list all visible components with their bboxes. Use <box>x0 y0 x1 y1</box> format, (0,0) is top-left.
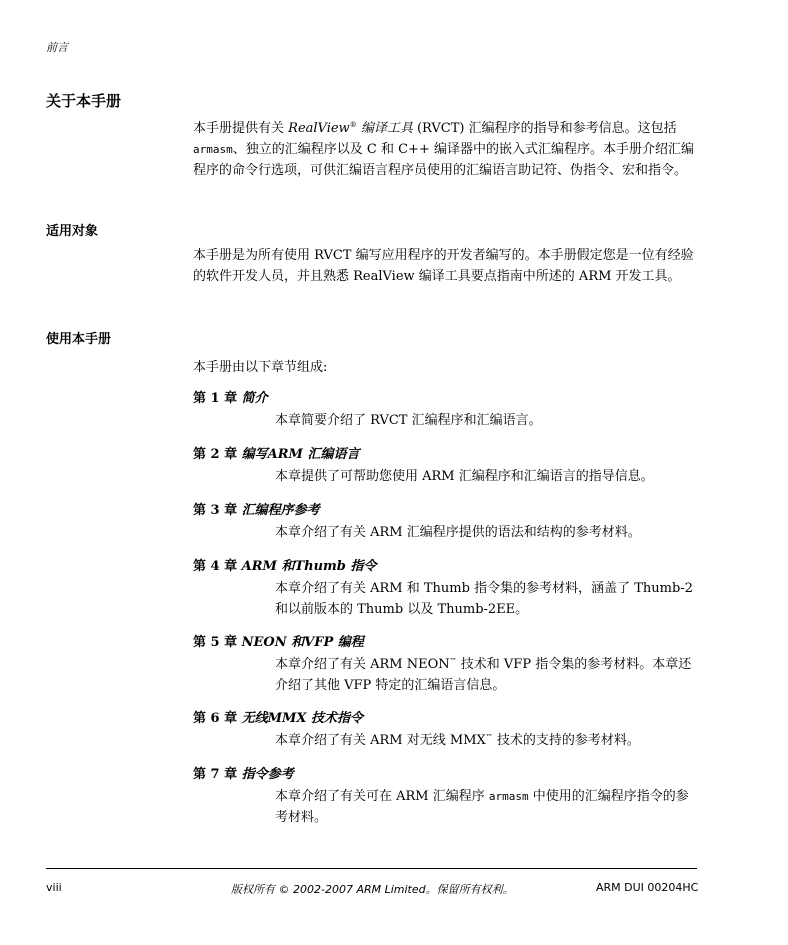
copyright-notice: 版权所有 © 2002-2007 ARM Limited。保留所有权利。 <box>231 883 514 896</box>
about-paragraph: 本手册提供有关 RealView® 编译工具 (RVCT) 汇编程序的指导和参考信息。这包括armasm、独立的汇编程序以及 C 和 C++ 编译器中的嵌入式汇编程序。本手册介绍汇编程序的命令行选项，可供汇编语言程序员使用的汇编语言助记符、伪指令、宏和指令。 <box>193 121 694 178</box>
chapter-4-title: 第 4 章 ARM 和Thumb 指令 <box>193 559 377 574</box>
section-title-about: 关于本手册 <box>46 92 122 110</box>
chapter-3-desc: 本章介绍了有关 ARM 汇编程序提供的语法和结构的参考材料。 <box>275 525 641 540</box>
audience-paragraph: 本手册是为所有使用 RVCT 编写应用程序的开发者编写的。本手册假定您是一位有经验的软件开发人员，并且熟悉 RealView 编译工具要点指南中所述的 ARM 开发工具。 <box>193 248 694 284</box>
chapter-1-desc: 本章简要介绍了 RVCT 汇编程序和汇编语言。 <box>275 413 542 428</box>
chapter-5-desc: 本章介绍了有关 ARM NEON™ 技术和 VFP 指令集的参考材料。本章还介绍了其他 VFP 特定的汇编语言信息。 <box>275 657 692 693</box>
chapter-2-title: 第 2 章 编写ARM 汇编语言 <box>193 447 360 462</box>
using-intro: 本手册由以下章节组成: <box>193 360 328 375</box>
chapter-7-title: 第 7 章 指令参考 <box>193 767 294 782</box>
chapter-3-title: 第 3 章 汇编程序参考 <box>193 503 320 518</box>
chapter-6-title: 第 6 章 无线MMX 技术指令 <box>193 711 364 726</box>
footer-rule <box>46 868 697 869</box>
chapter-4-desc: 本章介绍了有关 ARM 和 Thumb 指令集的参考材料，涵盖了 Thumb-2 和以前版本的 Thumb 以及 Thumb-2EE。 <box>275 581 693 617</box>
section-title-using: 使用本手册 <box>46 332 112 347</box>
page-number: viii <box>46 881 62 894</box>
chapter-2-desc: 本章提供了可帮助您使用 ARM 汇编程序和汇编语言的指导信息。 <box>275 469 654 484</box>
section-title-audience: 适用对象 <box>46 224 99 239</box>
realview-name: RealView® <box>288 121 357 136</box>
chapter-5-title: 第 5 章 NEON 和VFP 编程 <box>193 635 364 650</box>
chapter-6-desc: 本章介绍了有关 ARM 对无线 MMX™ 技术的支持的参考材料。 <box>275 733 640 748</box>
running-head: 前言 <box>46 41 68 54</box>
armasm-code: armasm <box>488 790 529 803</box>
tools-name: 编译工具 <box>360 121 413 136</box>
chapter-7-desc: 本章介绍了有关可在 ARM 汇编程序 armasm 中使用的汇编程序指令的参考材料。 <box>275 789 689 825</box>
chapter-1-title: 第 1 章 简介 <box>193 391 268 406</box>
armasm-code: armasm <box>193 143 233 156</box>
document-id: ARM DUI 00204HC <box>596 881 699 894</box>
